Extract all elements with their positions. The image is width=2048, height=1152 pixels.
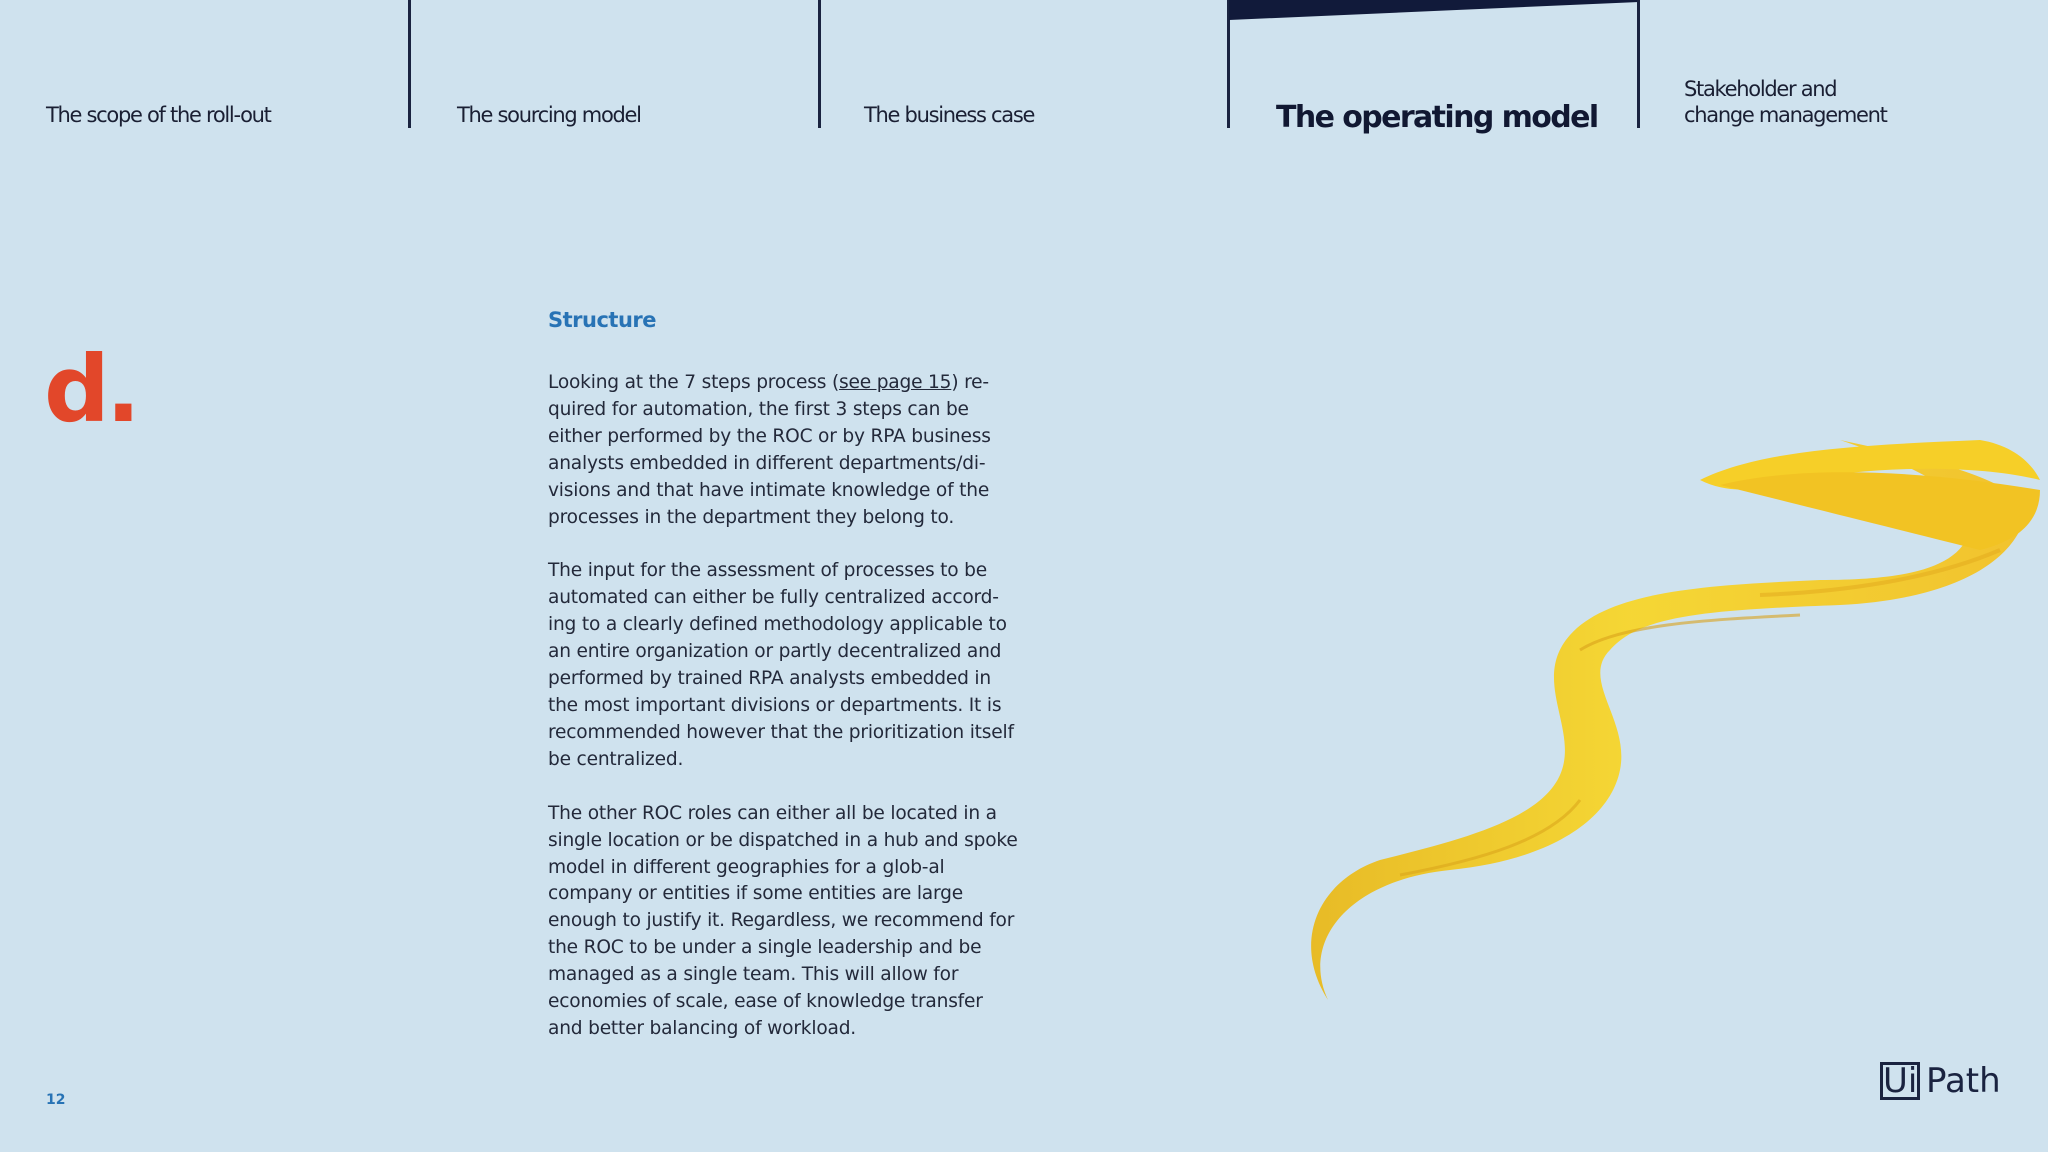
- tab-label: The scope of the roll-out: [46, 103, 271, 127]
- page-number: 12: [46, 1092, 66, 1108]
- yellow-paint-swoosh-icon: [1280, 420, 2048, 1020]
- paragraph-text: ) re-quired for automation, the first 3 steps can be either performed by the ROC or by RPA business analysts embedded in different departments/di-visions and that have intimate knowledge of the processes in the department they belong to.: [548, 372, 991, 528]
- paragraph: The other ROC roles can either all be located in a single location or be dispatched in a hub and spoke model in different geographies for a glob-al company or entities if some entities are large enough to justify it. Regardless, we recommend for the ROC to be under a single leadership and be managed as a single team. This will allow for economies of scale, ease of knowledge transfer and better balancing of workload.: [548, 802, 1018, 1039]
- logo-path-text: Path: [1926, 1061, 2001, 1101]
- paragraph: The input for the assessment of processes to be automated can either be fully centralized accord-ing to a clearly defined methodology applicable to an entire organization or partly decentralized and performed by trained RPA analysts embedded in the most important divisions or departments. It is recommended however that the prioritization itself be centralized.: [548, 560, 1014, 770]
- tab-label: Stakeholder and change management: [1684, 77, 1887, 127]
- see-page-15-link[interactable]: see page 15: [839, 372, 952, 393]
- tab-label: The business case: [864, 103, 1035, 127]
- body-text: [548, 370, 1018, 1070]
- tab-operating-model[interactable]: [1230, 0, 1640, 135]
- tab-label: The operating model: [1276, 100, 1598, 135]
- logo-ui-text: Ui: [1883, 1061, 1918, 1101]
- top-navigation: [0, 0, 2048, 135]
- paragraph: [548, 370, 1018, 531]
- section-heading: Structure: [548, 308, 657, 332]
- paragraph-text: Looking at the 7 steps process (: [548, 372, 840, 393]
- tab-business-case[interactable]: [818, 0, 1228, 128]
- section-letter: d.: [44, 336, 137, 443]
- tab-sourcing-model[interactable]: [411, 0, 821, 128]
- tab-label: The sourcing model: [457, 103, 641, 127]
- tab-stakeholder-change-management[interactable]: [1638, 0, 2048, 128]
- tab-scope-of-roll-out[interactable]: [0, 0, 410, 128]
